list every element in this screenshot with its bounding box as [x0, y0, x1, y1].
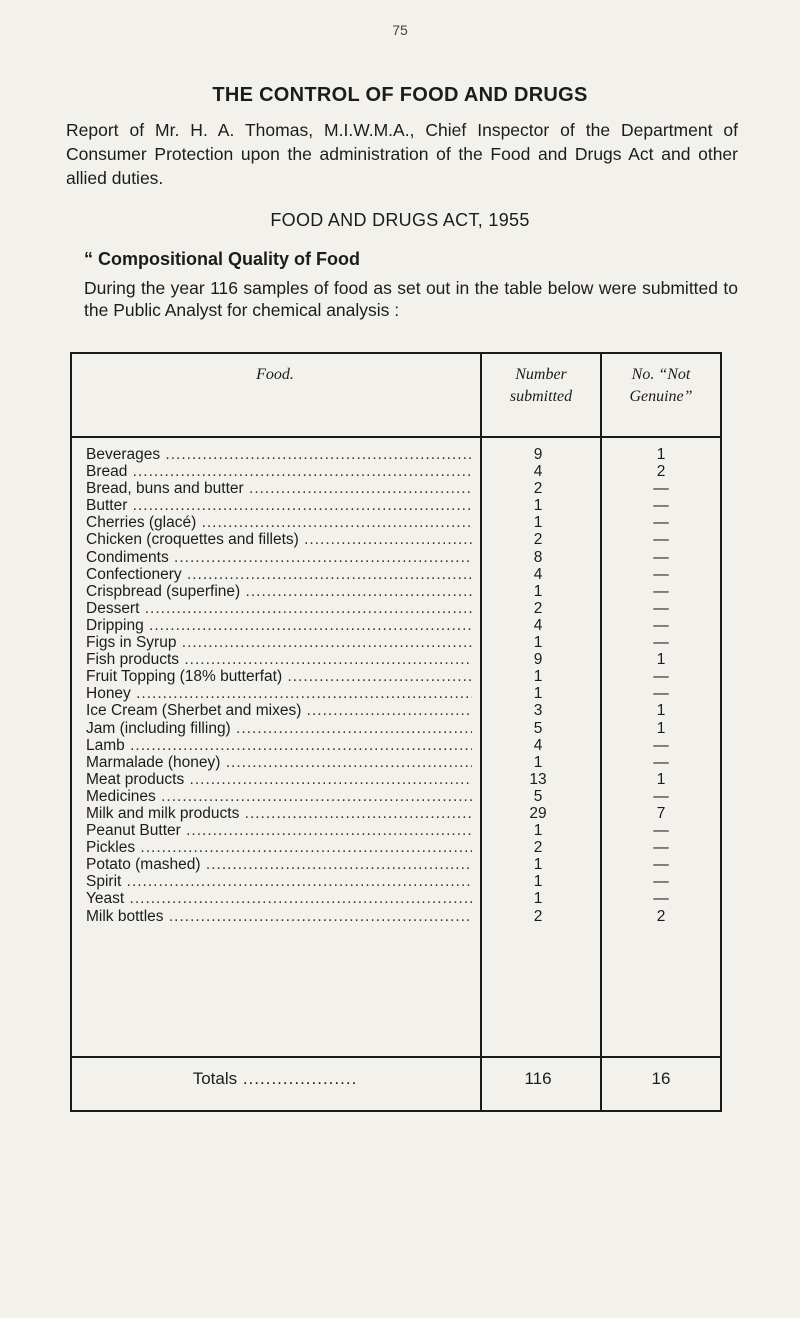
number-submitted: 5: [533, 787, 543, 805]
not-genuine-count: —: [653, 616, 669, 634]
number-submitted: 5: [533, 719, 543, 737]
number-submitted: 9: [533, 651, 543, 669]
table-row: [70, 583, 722, 600]
number-submitted: 4: [533, 463, 543, 481]
table-row: [70, 873, 722, 890]
not-genuine-count: —: [653, 856, 669, 874]
not-genuine-count: —: [653, 753, 669, 771]
not-genuine-count: 2: [656, 907, 666, 925]
food-name: Crispbread (superfine) .....: [86, 583, 472, 600]
food-name: Bread .....: [86, 463, 472, 480]
food-samples-table: [70, 352, 722, 1112]
number-submitted: 2: [533, 480, 543, 498]
not-genuine-count: —: [653, 822, 669, 840]
table-row: [70, 463, 722, 480]
not-genuine-count: 1: [656, 446, 666, 463]
food-name: Peanut Butter .....: [86, 822, 472, 839]
number-submitted: 9: [533, 446, 543, 463]
table-row: [70, 890, 722, 907]
food-name: Meat products .....: [86, 771, 472, 788]
table-row: [70, 908, 722, 925]
not-genuine-count: —: [653, 873, 669, 891]
food-name: Dessert .....: [86, 600, 472, 617]
food-name: Beverages .....: [86, 446, 472, 463]
number-submitted: 1: [533, 890, 543, 908]
table-row: [70, 771, 722, 788]
number-submitted: 13: [529, 770, 547, 788]
table-row: [70, 839, 722, 856]
food-name: Marmalade (honey) .....: [86, 754, 472, 771]
table-row: [70, 685, 722, 702]
not-genuine-count: 1: [656, 651, 666, 669]
not-genuine-count: —: [653, 565, 669, 583]
food-name: Ice Cream (Sherbet and mixes) .....: [86, 702, 472, 719]
header-not-genuine-line1: No. “Not: [631, 366, 691, 383]
not-genuine-count: —: [653, 480, 669, 498]
header-not-genuine: [602, 364, 720, 408]
table-row: [70, 668, 722, 685]
header-divider: [70, 436, 722, 438]
header-number-line2: submitted: [509, 388, 573, 405]
table-row: [70, 856, 722, 873]
table-body: [70, 446, 722, 925]
table-row: [70, 702, 722, 719]
not-genuine-count: —: [653, 514, 669, 532]
table-row: [70, 514, 722, 531]
table-row: [70, 566, 722, 583]
number-submitted: 4: [533, 736, 543, 754]
table-row: [70, 497, 722, 514]
page-number: 75: [392, 22, 408, 38]
not-genuine-count: —: [653, 787, 669, 805]
not-genuine-count: —: [653, 531, 669, 549]
food-name: Dripping .....: [86, 617, 472, 634]
not-genuine-count: —: [653, 668, 669, 686]
number-submitted: 1: [533, 822, 543, 840]
table-row: [70, 788, 722, 805]
food-name: Fish products .....: [86, 651, 472, 668]
totals-divider: [70, 1056, 722, 1058]
food-name: Medicines .....: [86, 788, 472, 805]
table-row: [70, 446, 722, 463]
table-row: [70, 737, 722, 754]
number-submitted: 4: [533, 616, 543, 634]
table-row: [70, 617, 722, 634]
table-row: [70, 822, 722, 839]
totals-number: 116: [524, 1069, 552, 1088]
table-row: [70, 480, 722, 497]
body-paragraph: During the year 116 samples of food as set out in the table below were submitted to the Public Analyst for chemical analysis :: [84, 278, 738, 320]
food-name: Lamb .....: [86, 737, 472, 754]
header-food-label: Food.: [256, 366, 294, 383]
table-row: [70, 720, 722, 737]
number-submitted: 8: [533, 548, 543, 566]
food-name: Jam (including filling) .....: [86, 720, 472, 737]
header-number-submitted: [482, 364, 600, 408]
number-submitted: 2: [533, 839, 543, 857]
not-genuine-count: —: [653, 582, 669, 600]
not-genuine-count: —: [653, 548, 669, 566]
table-top-border: [70, 352, 722, 354]
not-genuine-count: —: [653, 685, 669, 703]
food-name: Confectionery .....: [86, 566, 472, 583]
not-genuine-count: 7: [656, 804, 666, 822]
number-submitted: 1: [533, 668, 543, 686]
not-genuine-count: 1: [656, 719, 666, 737]
totals-not-genuine: 16: [651, 1069, 671, 1088]
not-genuine-count: 1: [656, 702, 666, 720]
not-genuine-count: —: [653, 599, 669, 617]
number-submitted: 4: [533, 565, 543, 583]
not-genuine-count: —: [653, 634, 669, 652]
number-submitted: 2: [533, 599, 543, 617]
food-name: Chicken (croquettes and fillets) .....: [86, 531, 472, 548]
number-submitted: 1: [533, 873, 543, 891]
not-genuine-count: —: [653, 736, 669, 754]
totals-label: Totals: [192, 1069, 238, 1088]
not-genuine-count: —: [653, 497, 669, 515]
not-genuine-count: —: [653, 890, 669, 908]
food-name: Honey .....: [86, 685, 472, 702]
page-title: THE CONTROL OF FOOD AND DRUGS: [212, 84, 588, 106]
number-submitted: 1: [533, 685, 543, 703]
number-submitted: 1: [533, 856, 543, 874]
section-title: “ Compositional Quality of Food: [84, 249, 360, 269]
number-submitted: 1: [533, 634, 543, 652]
food-name: Milk bottles .....: [86, 908, 472, 925]
header-not-genuine-line2: Genuine”: [629, 388, 693, 405]
act-title: FOOD AND DRUGS ACT, 1955: [270, 210, 530, 230]
food-name: Milk and milk products .....: [86, 805, 472, 822]
number-submitted: 2: [533, 531, 543, 549]
food-name: Cherries (glacé) .....: [86, 514, 472, 531]
number-submitted: 1: [533, 497, 543, 515]
intro-paragraph: Report of Mr. H. A. Thomas, M.I.W.M.A., Chief Inspector of the Department of Consumer Protection upon the administration of the Food and Drugs Act and other allied duties.: [66, 120, 738, 188]
totals-row: [70, 1064, 722, 1094]
number-submitted: 1: [533, 582, 543, 600]
number-submitted: 29: [529, 804, 547, 822]
number-submitted: 1: [533, 514, 543, 532]
food-name: Condiments .....: [86, 549, 472, 566]
number-submitted: 1: [533, 753, 543, 771]
number-submitted: 2: [533, 907, 543, 925]
not-genuine-count: 2: [656, 463, 666, 481]
food-name: Fruit Topping (18% butterfat) .....: [86, 668, 472, 685]
header-number-line1: Number: [515, 366, 567, 383]
table-row: [70, 531, 722, 548]
food-name: Potato (mashed) .....: [86, 856, 472, 873]
food-name: Spirit .....: [86, 873, 472, 890]
table-row: [70, 549, 722, 566]
food-name: Bread, buns and butter .....: [86, 480, 472, 497]
table-row: [70, 651, 722, 668]
not-genuine-count: —: [653, 839, 669, 857]
food-name: Pickles .....: [86, 839, 472, 856]
food-name: Butter .....: [86, 497, 472, 514]
food-name: Yeast .....: [86, 890, 472, 907]
not-genuine-count: 1: [656, 770, 666, 788]
table-row: [70, 805, 722, 822]
food-name: Figs in Syrup .....: [86, 634, 472, 651]
table-row: [70, 754, 722, 771]
totals-label-cell: Totals ....................: [192, 1069, 358, 1088]
number-submitted: 3: [533, 702, 543, 720]
table-row: [70, 634, 722, 651]
table-bottom-border: [70, 1110, 722, 1112]
header-food: [70, 364, 480, 386]
table-row: [70, 600, 722, 617]
